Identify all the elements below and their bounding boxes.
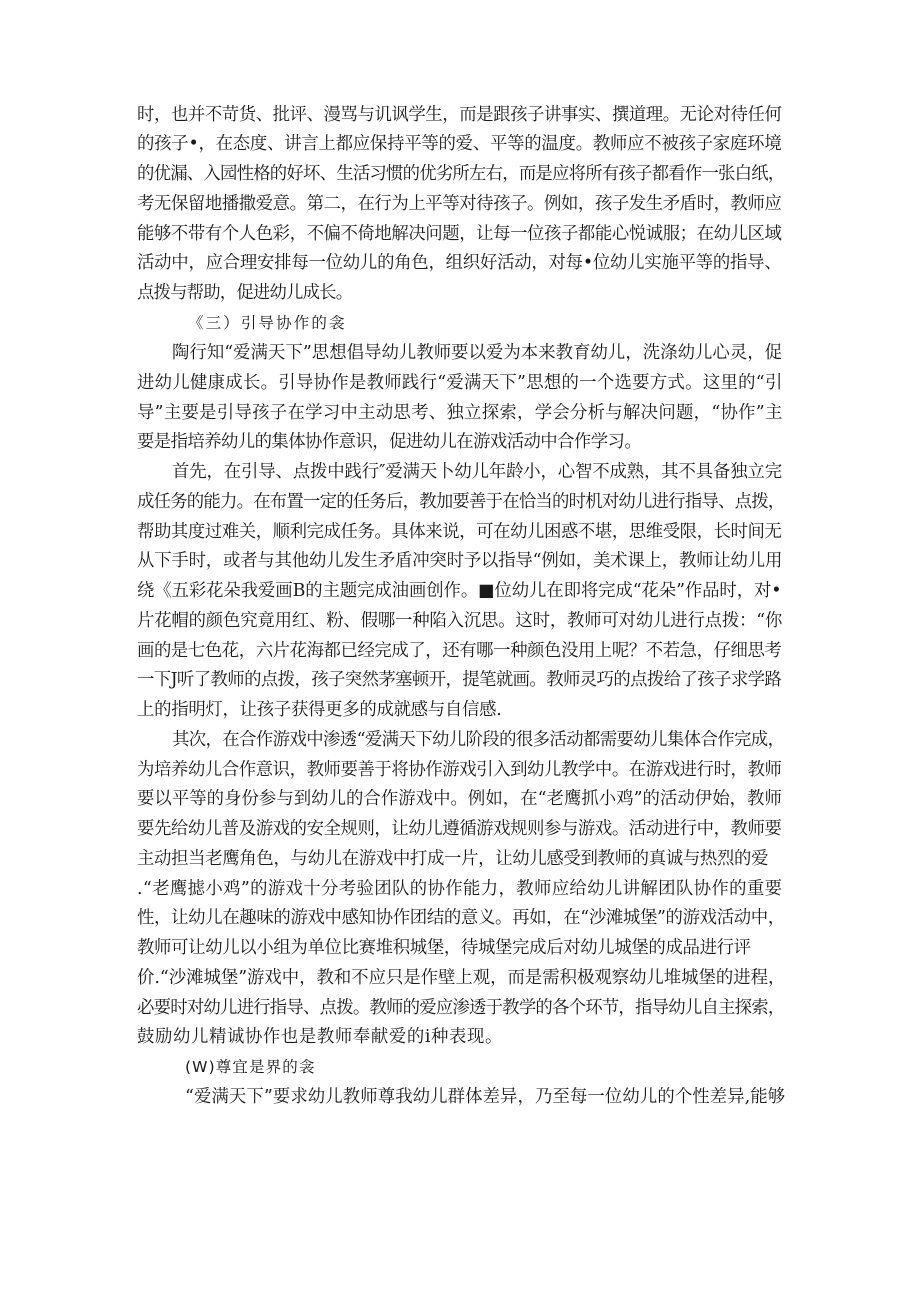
text-line: 画的是七色花，六片花海都已经完成了，还有哪一种颜色没用上呢？不若急，仔细思考: [137, 641, 782, 661]
text-line: 从下手时，或者与其他幼儿发生矛盾冲突时予以指导“例如，美术课上，教师让幼儿用: [137, 551, 783, 571]
text-line: 成任务的能力。在布置一定的任务后，教加要善于在恰当的时机对幼儿进行指导、点拨，: [137, 492, 785, 512]
text-line: 必要时对幼儿进行指导、点拨。教师的爱应渗透于教学的各个环节，指导幼儿自主探索，: [137, 998, 785, 1018]
section-heading: (W)尊宜是界的衾: [185, 1058, 316, 1076]
text-line: 考无保留地播撒爱意。第二，在行为上平等对待孩子。例如，孩子发生矛盾时，教师应: [137, 194, 782, 214]
text-line: 要是指培养幼儿的集体协作意识，促进幼儿在游戏活动中合作学习。: [137, 432, 642, 452]
text-line: 的孩子•，在态度、讲言上都应保持平等的爱、平等的温度。教师应不被孩子家庭环境: [137, 134, 782, 154]
text-line: 片花帽的颜色究竟用红、粉、假哪一种陷入沉思。这时，教师可对幼儿进行点拨：“你: [137, 611, 783, 631]
text-line: 价.“沙滩城堡”游戏中，教和不应只是作壁上观，而是需积极观察幼儿堆城堡的进程，: [137, 968, 786, 988]
text-line: 点拨与帮助，促进幼儿成长。: [137, 283, 353, 303]
text-line: 导”主要是引导孩子在学习中主动思考、独立探索，学会分析与解决问题，“协作”主: [137, 403, 783, 423]
text-line: 上的指明灯，让孩子获得更多的成就感与自信感.: [137, 700, 502, 720]
text-line: 活动中，应合理安排每一位幼儿的角色，组织好活动，对每•位幼儿实施平等的指导、: [137, 253, 782, 273]
text-line: 主动担当老鹰角色，与幼儿在游戏中打成一片，让幼儿感受到教师的真诚与热烈的爱: [137, 849, 769, 869]
text-line: “爱满天下”要求幼儿教师尊我幼儿群体差异，乃至每一位幼儿的个性差异,能够: [185, 1087, 786, 1107]
text-line: 性，让幼儿在趣味的游戏中感知协作团结的意义。再如，在“沙滩城堡”的游戏活动中，: [137, 908, 785, 928]
text-line: 鼓励幼儿精诚协作也是教师奉献爱的i种表现。: [137, 1027, 503, 1047]
text-line: 帮助其度过难关，顺利完成任务。具体来说，可在幼儿困惑不堪，思维受限，长时间无: [137, 522, 782, 542]
text-line: 时，也并不苛货、批评、漫骂与讥讽学生，而是跟孩子讲事实、撰道理。无论对待任何: [137, 105, 782, 125]
text-line: 能够不带有个人色彩，不偏不倚地解决问题，让每一位孩子都能心悦诚服；在幼儿区域: [137, 224, 782, 244]
text-line: 教师可让幼儿以小组为单位比赛堆积城堡，待城堡完成后对幼儿城堡的成品进行评: [137, 938, 751, 958]
text-line: 陶行知“爱满天下”思想倡导幼儿教师要以爱为本来教育幼儿，洗涤幼儿心灵，促: [172, 343, 783, 363]
text-line: 一下J听了教师的点拨，孩子突然茅塞顿开，提笔就画。教师灵巧的点拨给了孩子求学路: [137, 670, 782, 690]
text-line: 首先，在引导、点拨中践行″爱满天卜幼儿年龄小，心智不成熟，其不具备独立完: [172, 462, 783, 482]
text-line: 要先给幼儿普及游戏的安全规则，让幼儿遵循游戏规则参与游戏。活动进行中，教师要: [137, 819, 782, 839]
text-line: 要以平等的身份参与到幼儿的合作游戏中。例如，在“老鹰抓小鸡”的活动伊始，教师: [137, 789, 782, 809]
text-line: 其次，在合作游戏中渗透“爱满天下幼儿阶段的很多活动都需要幼儿集体合作完成，: [172, 730, 785, 750]
section-heading: 《三）引导协作的衾: [188, 314, 347, 332]
text-line: 的优漏、入园性格的好坏、生活习惯的优劣所左右，而是应将所有孩子都看作一张白纸，: [137, 164, 785, 184]
text-line: 为培养幼儿合作意识，教师要善于将协作游戏引入到幼儿教学中。在游戏进行时，教师: [137, 760, 782, 780]
text-line: 进幼儿健康成长。引导协作是教师践行“爱满天下”思想的一个选要方式。这里的“引: [137, 373, 783, 393]
text-line: 绕《五彩花朵我爱画B的主题完成油画创作。■位幼儿在即将完成“花朵”作品时，对•: [137, 581, 782, 601]
text-line: .“老鹰摅小鸡”的游戏十分考验团队的协作能力，教师应给幼儿讲解团队协作的重要: [137, 879, 783, 899]
